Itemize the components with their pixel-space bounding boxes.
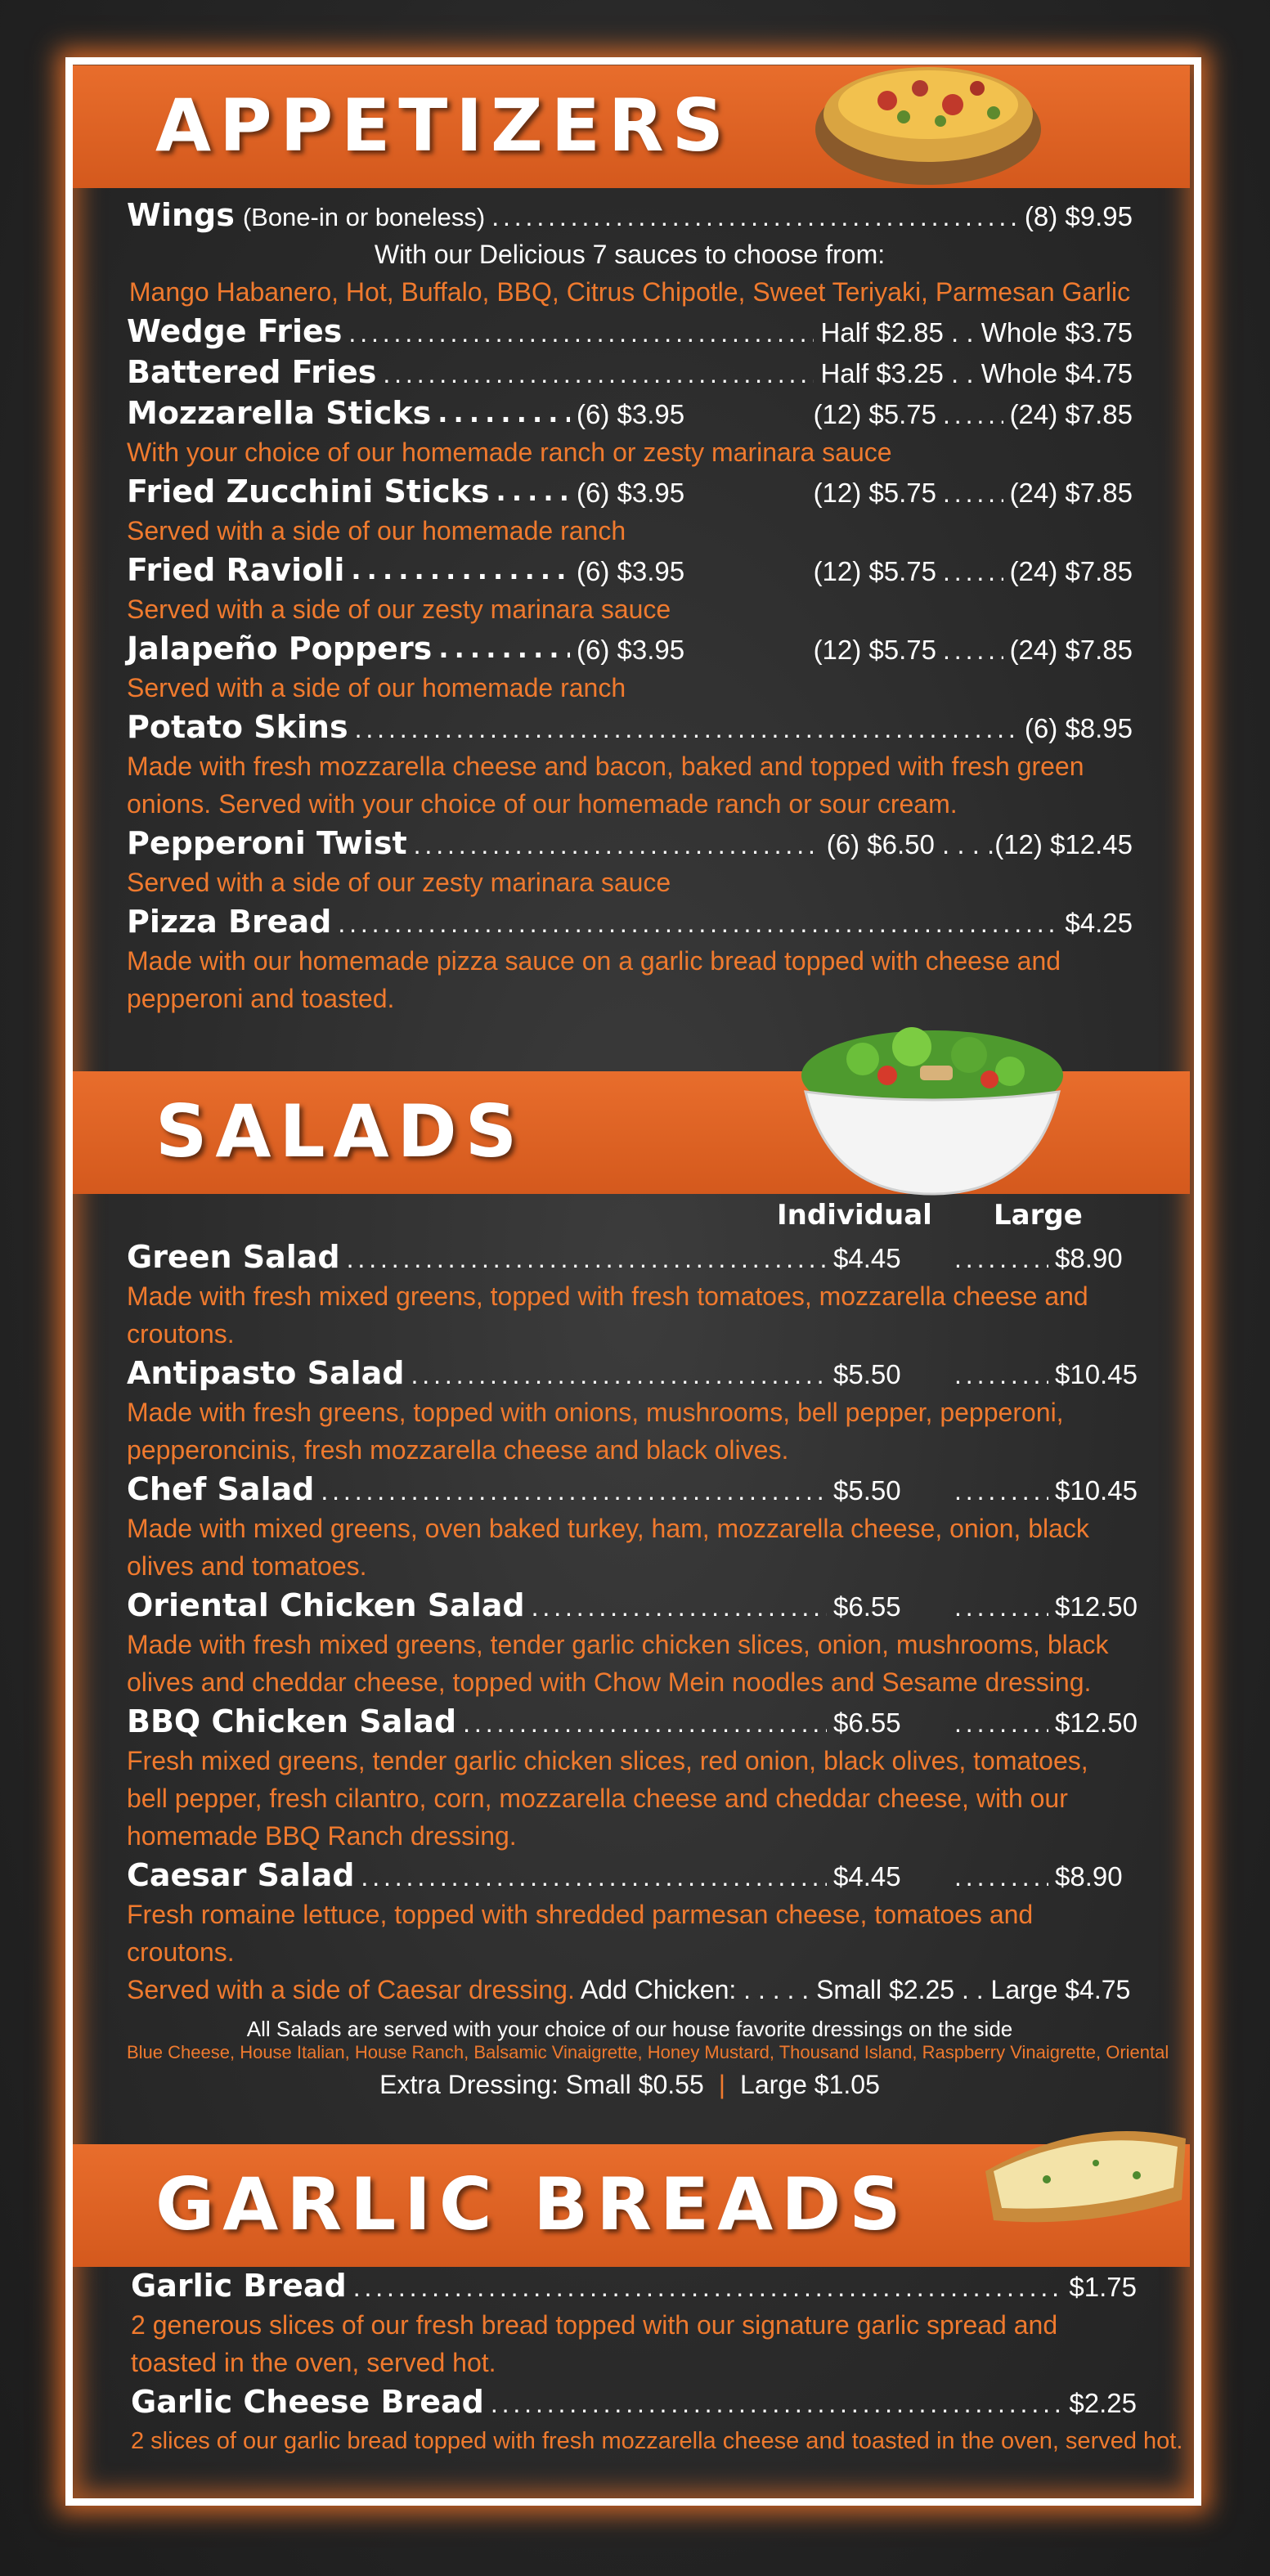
add-chicken: Add Chicken: . . . . . Small $2.25 . . Large $4.75 [580, 1975, 1131, 2004]
item-name: Battered Fries [127, 354, 377, 390]
item-name: Fried Ravioli . . . [127, 550, 577, 590]
item-description: Made with fresh mozzarella cheese and bacon, baked and topped with fresh green [127, 752, 1084, 781]
price-twentyfour: (24) $7.85 [1009, 635, 1133, 665]
menu-item-salad [127, 1855, 1133, 1896]
price-large: $10.45 [1055, 1475, 1138, 1506]
item-description: pepperoni and toasted. [127, 984, 395, 1013]
appetizers-title: APPETIZERS [155, 83, 733, 168]
price-twelve: (12) $5.75 [813, 399, 936, 429]
item-description: Served with a side of our zesty marinara sauce [127, 595, 671, 624]
item-description: olives and tomatoes. [127, 1551, 367, 1581]
item-name: Pizza Bread [127, 904, 332, 940]
leader-dots [954, 1856, 1048, 1897]
item-name: Caesar Salad [127, 1857, 355, 1893]
leader-dots [491, 2383, 1063, 2424]
leader-dots [348, 312, 814, 353]
appetizers-list [127, 195, 1133, 1017]
item-description: Made with mixed greens, oven baked turkey, ham, mozzarella cheese, onion, black [127, 1514, 1089, 1543]
menu-item-salad [127, 1585, 1138, 1626]
item-name: Wedge Fries [127, 313, 343, 349]
garlic-list [131, 2265, 1183, 2460]
leader-dots [954, 1703, 1048, 1744]
leader-dots [414, 824, 820, 865]
item-name: Chef Salad [127, 1471, 315, 1507]
item-name: Potato Skins [127, 709, 348, 745]
price-twentyfour: (24) $7.85 [1009, 556, 1133, 586]
price-six: (6) $3.95 [577, 556, 685, 586]
menu-item-garlic-bread [131, 2265, 1137, 2306]
menu-item-fried-zucchini-sticks [127, 471, 1133, 512]
leader-dots [954, 1238, 1048, 1279]
leader-dots [411, 1354, 828, 1395]
item-description: Served with a side of our homemade ranch [127, 516, 626, 545]
item-price: (6) $6.50 . . . .(12) $12.45 [826, 829, 1133, 859]
potato-skins-image [806, 23, 1051, 195]
item-description: bell pepper, fresh cilantro, corn, mozzarella cheese and cheddar cheese, with our [127, 1784, 1068, 1813]
price-large: $8.90 [1055, 1243, 1123, 1273]
item-name: Wings [127, 197, 235, 233]
menu-item-wedge-fries [127, 311, 1133, 352]
item-name: Jalapeño Poppers . . . [127, 628, 577, 669]
price-twelve: (12) $5.75 [813, 478, 936, 508]
menu-item-pepperoni-twist [127, 823, 1133, 864]
leader-dots [383, 353, 814, 394]
item-name: Fried Zucchini Sticks . . . [127, 471, 577, 512]
price-six: (6) $3.95 [577, 478, 685, 508]
item-note: (Bone-in or boneless) [242, 203, 486, 231]
extra-dressing: Extra Dressing: Small $0.55 | Large $1.05 [379, 2070, 880, 2099]
leader-dots [954, 1586, 1048, 1627]
item-price: Half $3.25 . . Whole $4.75 [820, 358, 1133, 388]
item-description: Made with fresh mixed greens, tender garlic chicken slices, onion, mushrooms, black [127, 1630, 1109, 1659]
item-description: Fresh mixed greens, tender garlic chicken slices, red onion, black olives, tomatoes, [127, 1746, 1088, 1775]
leader-dots [954, 1470, 1048, 1511]
price-individual: $5.50 [833, 1359, 901, 1389]
item-description: 2 generous slices of our fresh bread topped with our signature garlic spread and [131, 2310, 1058, 2340]
menu-item-mozzarella-sticks [127, 393, 1133, 433]
item-description: onions. Served with your choice of our homemade ranch or sour cream. [127, 789, 958, 819]
menu-item-wings [127, 195, 1133, 236]
item-name: Garlic Cheese Bread [131, 2384, 484, 2420]
leader-dots [355, 708, 1018, 749]
item-description: With your choice of our homemade ranch or zesty marinara sauce [127, 438, 892, 467]
item-price: (8) $9.95 [1024, 201, 1133, 231]
price-individual: $6.55 [833, 1591, 901, 1622]
leader-dots [338, 903, 1058, 944]
item-name: Pepperoni Twist [127, 825, 407, 861]
price-large: $10.45 [1055, 1359, 1138, 1389]
leader-dots [361, 1856, 827, 1897]
price-twelve: (12) $5.75 [813, 556, 936, 586]
leader-dots [943, 630, 1003, 671]
item-description: pepperoncinis, fresh mozzarella cheese and black olives. [127, 1435, 789, 1465]
item-description: olives and cheddar cheese, topped with Chow Mein noodles and Sesame dressing. [127, 1667, 1092, 1697]
item-name: Antipasto Salad [127, 1355, 405, 1391]
item-description: Made with our homemade pizza sauce on a garlic bread topped with cheese and [127, 946, 1061, 976]
price-individual: $5.50 [833, 1475, 901, 1506]
leader-dots [351, 550, 570, 590]
price-individual: $6.55 [833, 1708, 901, 1738]
menu-item-fried-ravioli [127, 550, 1133, 590]
menu-item-jalapeno-poppers [127, 628, 1133, 669]
menu-item-garlic-bread [131, 2381, 1137, 2422]
item-name: Mozzarella Sticks . . . [127, 393, 577, 433]
garlic-title: GARLIC BREADS [155, 2162, 909, 2246]
price-large: $12.50 [1055, 1591, 1138, 1622]
menu-item-potato-skins [127, 707, 1133, 747]
item-description: Made with fresh greens, topped with onions, mushrooms, bell pepper, pepperoni, [127, 1398, 1064, 1427]
menu-item-salad [127, 1353, 1138, 1393]
salad-bowl-image [789, 1018, 1075, 1202]
column-large: Large [994, 1199, 1083, 1232]
item-description: homemade BBQ Ranch dressing. [127, 1821, 517, 1851]
item-description: Fresh romaine lettuce, topped with shredded parmesan cheese, tomatoes and croutons. [127, 1900, 1034, 1967]
wings-subline: With our Delicious 7 sauces to choose from: [374, 240, 886, 269]
menu-item-battered-fries [127, 352, 1133, 393]
leader-dots [321, 1470, 827, 1511]
item-description: Served with a side of our homemade ranch [127, 673, 626, 702]
menu-item-salad [127, 1701, 1138, 1742]
leader-dots [491, 196, 1018, 237]
leader-dots [943, 394, 1003, 435]
salads-title: SALADS [155, 1089, 526, 1174]
menu-item-salad [127, 1469, 1138, 1510]
item-description: toasted in the oven, served hot. [131, 2348, 496, 2377]
price-six: (6) $3.95 [577, 399, 685, 429]
item-price: (6) $8.95 [1024, 713, 1133, 743]
leader-dots [463, 1703, 827, 1744]
leader-dots [438, 628, 570, 669]
item-name: Green Salad [127, 1239, 340, 1275]
price-six: (6) $3.95 [577, 635, 685, 665]
item-price: $4.25 [1065, 908, 1133, 938]
item-name: BBQ Chicken Salad [127, 1703, 457, 1739]
leader-dots [438, 393, 570, 433]
leader-dots [347, 1238, 827, 1279]
leader-dots [943, 551, 1003, 592]
item-description: Served with a side of our zesty marinara sauce [127, 868, 671, 897]
price-large: $12.50 [1055, 1708, 1138, 1738]
item-price: Half $2.85 . . Whole $3.75 [820, 317, 1133, 348]
column-individual: Individual [777, 1199, 932, 1232]
leader-dots [954, 1354, 1048, 1395]
item-name: Oriental Chicken Salad [127, 1587, 525, 1623]
price-individual: $4.45 [833, 1243, 901, 1273]
item-price: $2.25 [1069, 2388, 1137, 2418]
menu-item-pizza-bread [127, 901, 1133, 942]
item-description: 2 slices of our garlic bread topped with fresh mozzarella cheese and toasted in the oven, served hot. [131, 2428, 1183, 2454]
garlic-bread-image [973, 2106, 1198, 2253]
dressing-footnote: All Salads are served with your choice of our house favorite dressings on the side [246, 2017, 1013, 2041]
price-twentyfour: (24) $7.85 [1009, 478, 1133, 508]
price-twentyfour: (24) $7.85 [1009, 399, 1133, 429]
salads-list [127, 1196, 1169, 2100]
leader-dots [496, 471, 570, 512]
item-price: $1.75 [1069, 2272, 1137, 2302]
item-description: croutons. [127, 1319, 235, 1349]
menu-item-salad [127, 1236, 1133, 1277]
leader-dots [943, 473, 1003, 514]
leader-dots [532, 1586, 827, 1627]
caesar-description-2: Served with a side of Caesar dressing. Add Chicken: . . . . . Small $2.25 . . Large $4.75 [127, 1975, 1131, 2004]
price-large: $8.90 [1055, 1861, 1123, 1892]
item-description: Made with fresh mixed greens, topped with fresh tomatoes, mozzarella cheese and [127, 1281, 1088, 1311]
salad-column-headers [127, 1196, 1133, 1236]
price-individual: $4.45 [833, 1861, 901, 1892]
wings-sauces: Mango Habanero, Hot, Buffalo, BBQ, Citrus Chipotle, Sweet Teriyaki, Parmesan Garlic [128, 277, 1131, 307]
item-name: Garlic Bread [131, 2268, 347, 2304]
leader-dots [353, 2267, 1063, 2308]
dressing-list: Blue Cheese, House Italian, House Ranch, Balsamic Vinaigrette, Honey Mustard, Thousand Island, Raspberry Vinaigrette, Oriental [127, 2042, 1169, 2062]
price-twelve: (12) $5.75 [813, 635, 936, 665]
